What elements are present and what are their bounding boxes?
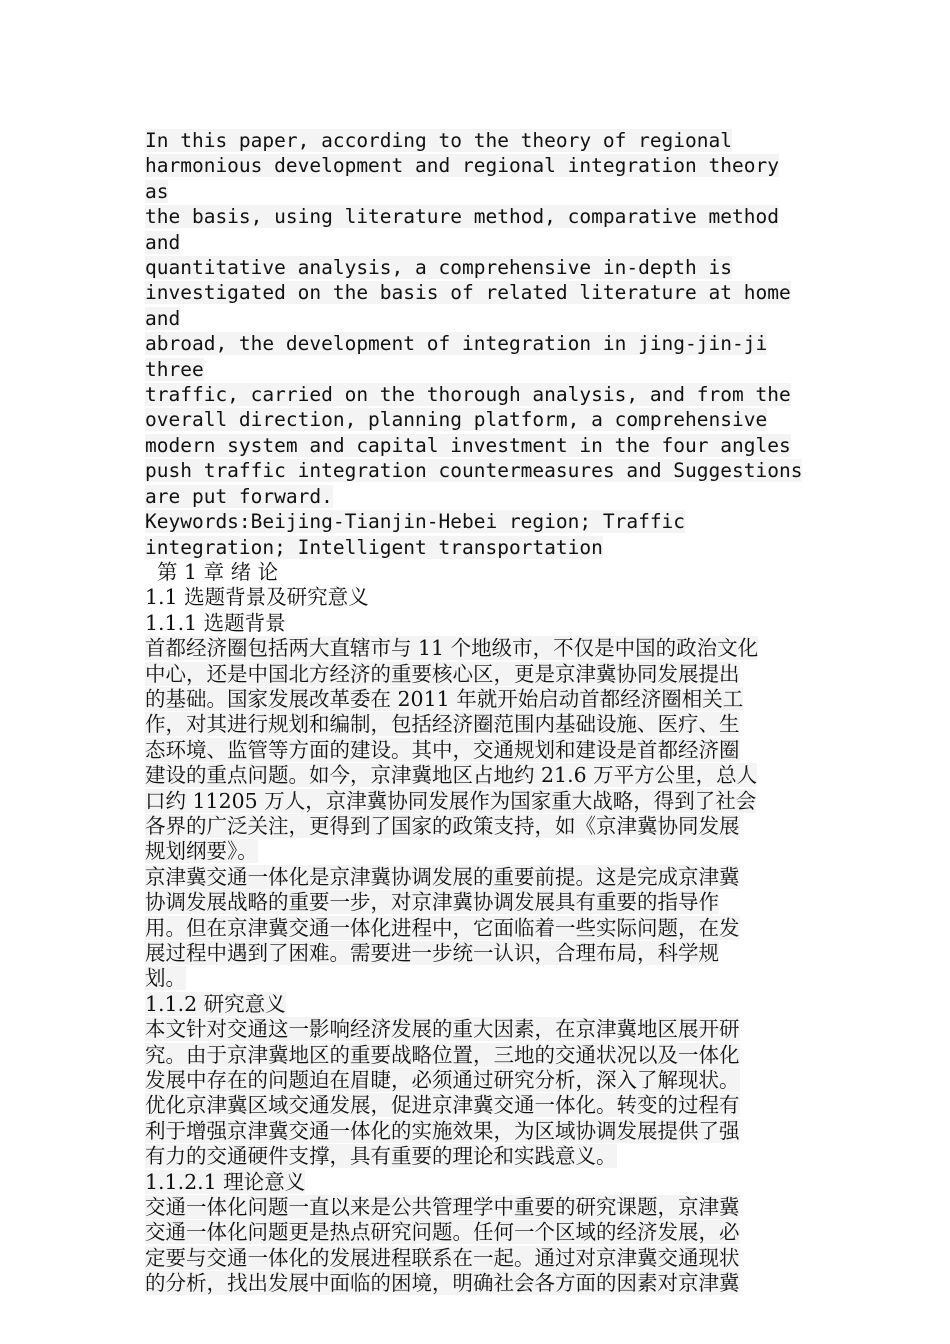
abstract-line: abroad, the development of integration in jing-jin-ji three: [145, 332, 768, 381]
paragraph-theoretical-significance: [145, 1195, 810, 1297]
paragraph-line: 的基础。国家发展改革委在 2011 年就开始启动首都经济圈相关工: [145, 686, 744, 711]
abstract-line: push traffic integration countermeasures and Suggestions: [145, 459, 803, 483]
paragraph-line: 京津冀交通一体化是京津冀协调发展的重要前提。这是完成京津冀: [145, 864, 740, 889]
paragraph-line: 口约 11205 万人，京津冀协同发展作为国家重大战略，得到了社会: [145, 788, 757, 813]
abstract-line: modern system and capital investment in the four angles: [145, 433, 791, 457]
abstract-line: overall direction, planning platform, a comprehensive: [145, 408, 768, 432]
paragraph-line: 建设的重点问题。如今，京津冀地区占地约 21.6 万平方公里，总人: [145, 763, 758, 788]
paragraph-line: 作，对其进行规划和编制，包括经济圈范围内基础设施、医疗、生: [145, 712, 740, 737]
keywords-line: integration; Intelligent transportation: [145, 535, 603, 559]
section-heading-1-1-1: 1.1.1 选题背景: [145, 610, 286, 635]
paragraph-line: 用。但在京津冀交通一体化进程中，它面临着一些实际问题，在发: [145, 915, 740, 940]
paragraph-line: 发展中存在的问题迫在眉睫，必须通过研究分析，深入了解现状。: [145, 1068, 740, 1093]
abstract-line: the basis, using literature method, comparative method and: [145, 205, 779, 254]
paragraph-line: 中心，还是中国北方经济的重要核心区，更是京津冀协同发展提出: [145, 661, 740, 686]
english-abstract: [145, 128, 810, 509]
paragraph-line: 的分析，找出发展中面临的困境，明确社会各方面的因素对京津冀: [145, 1271, 740, 1296]
paragraph-line: 交通一体化问题更是热点研究问题。任何一个区域的经济发展，必: [145, 1220, 740, 1245]
paragraph-line: 首都经济圈包括两大直辖市与 11 个地级市，不仅是中国的政治文化: [145, 636, 759, 661]
paragraph-line: 优化京津冀区域交通发展，促进京津冀交通一体化。转变的过程有: [145, 1093, 740, 1118]
paragraph-line: 协调发展战略的重要一步，对京津冀协调发展具有重要的指导作: [145, 890, 719, 915]
paragraph-line: 利于增强京津冀交通一体化的实施效果，为区域协调发展提供了强: [145, 1118, 740, 1143]
abstract-line: harmonious development and regional integration theory as: [145, 154, 779, 203]
paragraph-line: 态环境、监管等方面的建设。其中，交通规划和建设是首都经济圈: [145, 737, 740, 762]
paragraph-line: 本文针对交通这一影响经济发展的重大因素，在京津冀地区展开研: [145, 1017, 740, 1042]
paragraph-line: 交通一体化问题一直以来是公共管理学中重要的研究课题，京津冀: [145, 1195, 740, 1220]
paragraph-background: [145, 636, 810, 865]
abstract-line: In this paper, according to the theory of regional: [145, 129, 732, 152]
section-heading-1-1-2: [145, 992, 810, 1017]
paragraph-line: 究。由于京津冀地区的重要战略位置，三地的交通状况以及一体化: [145, 1042, 740, 1067]
paragraph-line: 有力的交通硬件支撑，具有重要的理论和实践意义。: [145, 1144, 617, 1169]
section-heading-text: 1.1.2.1 理论意义: [145, 1169, 306, 1194]
paragraph-line: 规划纲要》。: [145, 839, 258, 864]
keywords: [145, 509, 810, 560]
abstract-line: are put forward.: [145, 484, 333, 508]
abstract-line: quantitative analysis, a comprehensive in-depth is: [145, 256, 732, 280]
paragraph-line: 定要与交通一体化的发展进程联系在一起。通过对京津冀交通现状: [145, 1245, 740, 1270]
paragraph-integration-premise: [145, 865, 810, 992]
keywords-line: Keywords:Beijing-Tianjin-Hebei region; Traffic: [145, 510, 686, 534]
paragraph-line: 划。: [145, 966, 186, 991]
paragraph-line: 各界的广泛关注，更得到了国家的政策支持，如《京津冀协同发展: [145, 813, 740, 838]
section-heading-1-1: 1.1 选题背景及研究意义: [145, 585, 369, 610]
abstract-line: traffic, carried on the thorough analysis, and from the: [145, 383, 791, 407]
chapter-title: 第 1 章 绪 论: [157, 559, 279, 584]
section-heading-text: 1.1.2 研究意义: [145, 991, 286, 1016]
paragraph-research-significance: [145, 1017, 810, 1169]
document-body: [145, 128, 810, 1297]
paragraph-line: 展过程中遇到了困难。需要进一步统一认识，合理布局，科学规: [145, 941, 719, 965]
abstract-line: investigated on the basis of related literature at home and: [145, 281, 791, 330]
section-heading-1-1-2-1: [145, 1170, 810, 1195]
